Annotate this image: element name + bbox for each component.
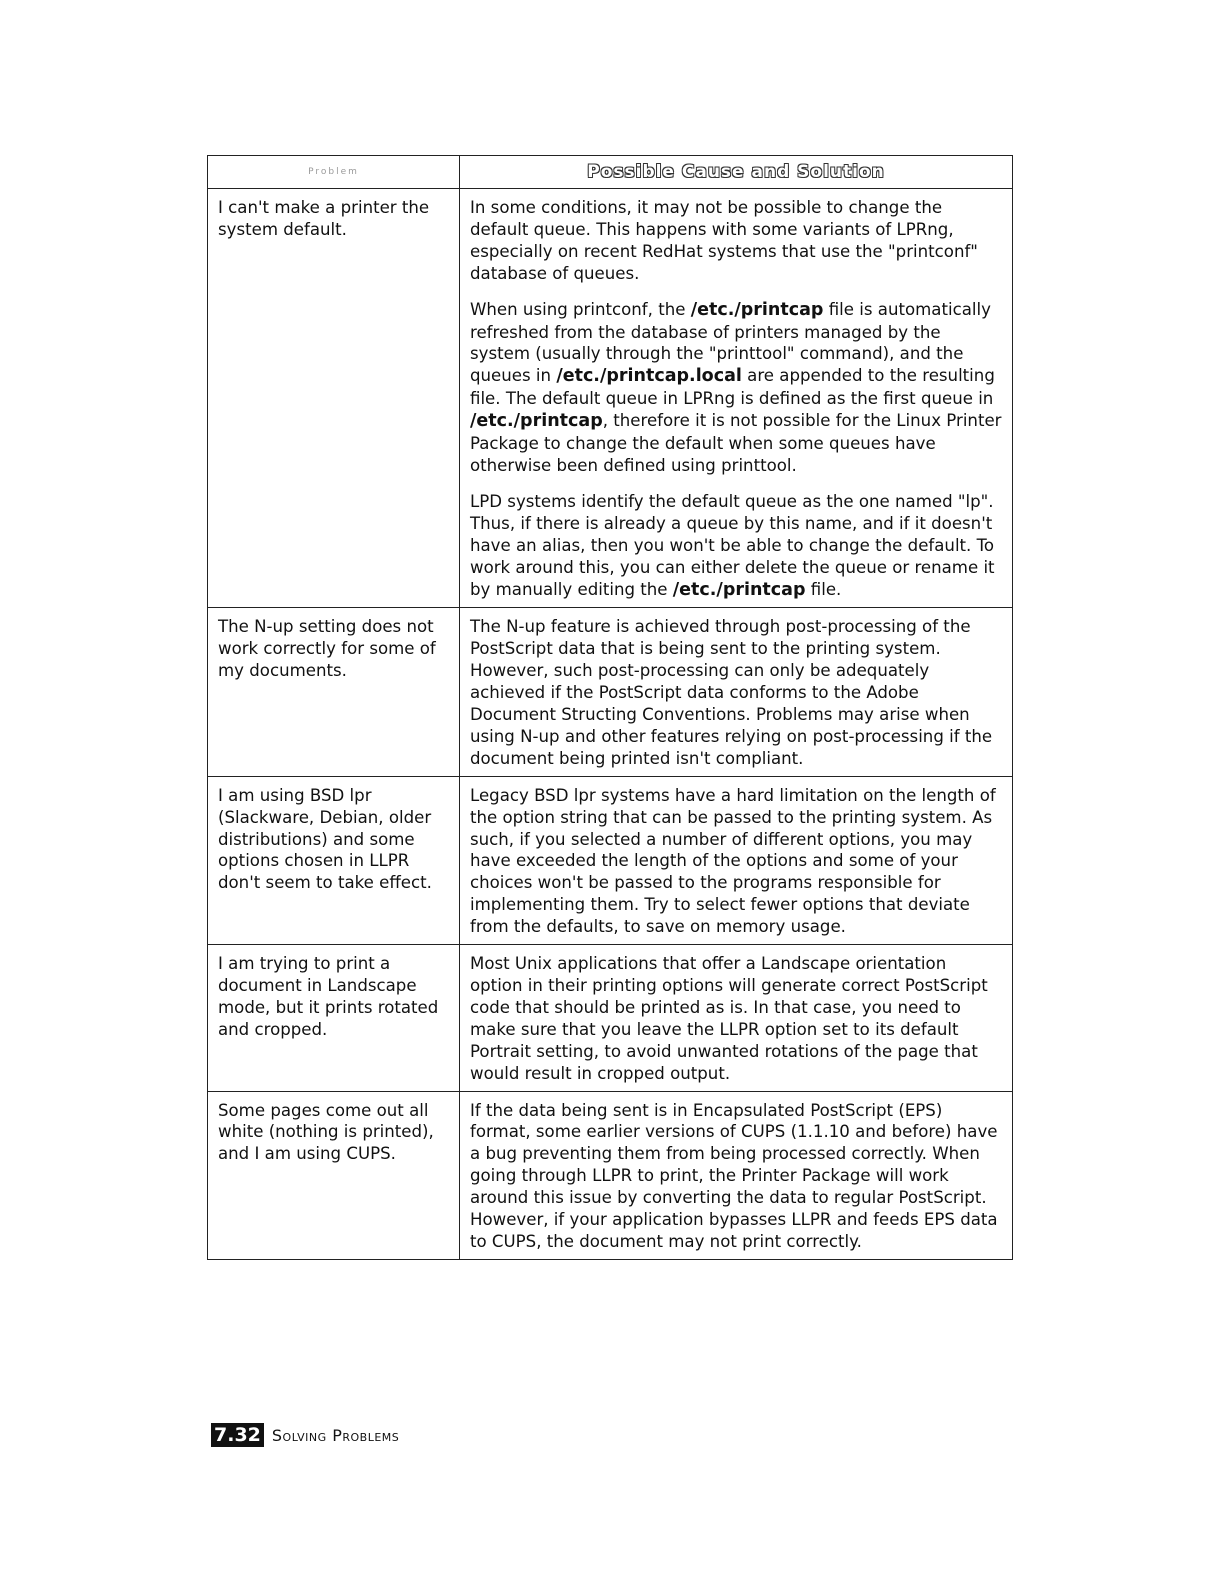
solution-cell bbox=[460, 189, 1013, 608]
solution-cell: The N-up feature is achieved through post-processing of the PostScript data that is being sent to the printing system. However, such post-processing can only be adequately achieved if the PostScript data conforms to the Adobe Document Structing Conventions. Problems may arise when using N-up and other features relying on post-processing if the document being printed isn't compliant. bbox=[460, 608, 1013, 776]
problem-cell: Some pages come out all white (nothing is printed), and I am using CUPS. bbox=[208, 1091, 460, 1259]
problem-cell: I can't make a printer the system default. bbox=[208, 189, 460, 608]
problem-cell: The N-up setting does not work correctly for some of my documents. bbox=[208, 608, 460, 776]
text-run: LPD systems identify the default queue as the one named "lp". Thus, if there is already a queue by this name, and if it doesn't have an alias, then you won't be able to change the default. To work around this, you can either delete the queue or rename it by manually editing the bbox=[470, 491, 995, 599]
problem-cell: I am using BSD lpr (Slackware, Debian, older distributions) and some options chosen in LLPR don't seem to take effect. bbox=[208, 776, 460, 944]
text-run: file. bbox=[805, 579, 842, 599]
solution-cell: Legacy BSD lpr systems have a hard limitation on the length of the option string that can be passed to the printing system. As such, if you selected a number of different options, you may have exceeded the length of the options and some of your choices won't be passed to the programs responsible for implementing them. Try to select fewer options that deviate from the defaults, to save on memory usage. bbox=[460, 776, 1013, 944]
solution-paragraph: In some conditions, it may not be possible to change the default queue. This happens with some variants of LPRng, especially on recent RedHat systems that use the "printconf" database of queues. bbox=[470, 198, 978, 283]
page-number-badge: 7.32 bbox=[211, 1423, 264, 1447]
solution-paragraph bbox=[470, 491, 1002, 602]
text-run: file is automatically refreshed from the database of printers managed by the system (usually through the "printtool" command), and the queues in bbox=[470, 299, 991, 386]
header-solution: Possible Cause and Solution bbox=[460, 156, 1013, 189]
file-path: /etc./printcap bbox=[470, 411, 603, 432]
solution-cell: Most Unix applications that offer a Landscape orientation option in their printing options will generate correct PostScript code that should be printed as is. In that case, you need to make sure that you leave the LLPR option set to its default Portrait setting, to avoid unwanted rotations of the page that would result in cropped output. bbox=[460, 945, 1013, 1091]
table-row bbox=[208, 608, 1013, 776]
file-path: /etc./printcap.local bbox=[556, 366, 742, 387]
table-row bbox=[208, 945, 1013, 1091]
solution-cell: If the data being sent is in Encapsulated PostScript (EPS) format, some earlier versions of CUPS (1.1.10 and before) have a bug preventing them from being processed correctly. When going through LLPR to print, the Printer Package will work around this issue by converting the data to regular PostScript. However, if your application bypasses LLPR and feeds EPS data to CUPS, the document may not print correctly. bbox=[460, 1091, 1013, 1259]
section-title: Solving Problems bbox=[271, 1425, 400, 1445]
troubleshooting-table bbox=[207, 155, 1013, 1260]
header-problem: Problem bbox=[208, 156, 460, 189]
file-path: /etc./printcap bbox=[690, 299, 824, 320]
problem-cell: I am trying to print a document in Landscape mode, but it prints rotated and cropped. bbox=[208, 945, 460, 1091]
table-row bbox=[208, 189, 1013, 608]
page-footer bbox=[211, 1423, 399, 1447]
text-run: , therefore it is not possible for the Linux Printer Package to change the default when some queues have otherwise been defined using printtool. bbox=[470, 411, 1002, 475]
file-path: /etc./printcap bbox=[672, 579, 806, 600]
table-row bbox=[208, 1091, 1013, 1259]
solution-paragraph bbox=[470, 299, 1002, 477]
table-row bbox=[208, 776, 1013, 944]
text-run: are appended to the resulting file. The default queue in LPRng is defined as the first queue in bbox=[470, 366, 995, 409]
table-header-row bbox=[208, 156, 1013, 189]
text-run: When using printconf, the bbox=[470, 299, 691, 319]
